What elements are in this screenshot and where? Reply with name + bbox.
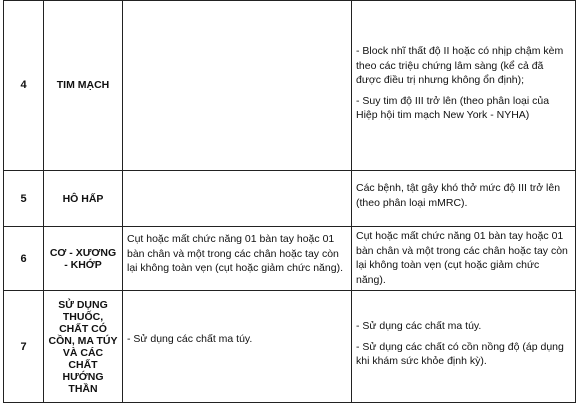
table-row-5 xyxy=(3,171,576,227)
right-criteria-cell xyxy=(351,0,576,171)
criteria-line: Cụt hoặc mất chức năng 01 bàn tay hoặc 01 bàn chân và một trong các chân hoặc tay còn lại không toàn vẹn (cụt hoặc giảm chức năng). xyxy=(356,230,568,286)
row-number-cell xyxy=(3,227,43,291)
row-name: HÔ HẤP xyxy=(62,192,104,205)
row-number-cell xyxy=(3,291,43,403)
table-row-6 xyxy=(3,227,576,291)
row-name-cell xyxy=(43,171,122,227)
criteria-line: - Sử dụng các chất có cồn nồng độ (áp dụng khi khám sức khỏe định kỳ). xyxy=(356,340,564,367)
health-criteria-table xyxy=(3,0,576,403)
right-criteria-cell xyxy=(351,227,576,291)
middle-criteria-cell xyxy=(122,227,351,291)
row-number-cell xyxy=(3,0,43,171)
criteria-line: - Sử dụng các chất ma túy. xyxy=(127,333,253,345)
row-name-cell xyxy=(43,0,122,171)
criteria-line: - Sử dụng các chất ma túy. xyxy=(356,320,482,332)
criteria-line: - Block nhĩ thất độ II hoặc có nhịp chậm kèm theo các triệu chứng lâm sàng (kể cả đã được điều trị nhưng không ổn định); xyxy=(356,45,564,86)
criteria-line: - Suy tim độ III trở lên (theo phân loại của Hiệp hội tim mạch New York - NYHA) xyxy=(356,94,550,121)
row-number: 4 xyxy=(20,79,27,91)
criteria-line: Cụt hoặc mất chức năng 01 bàn tay hoặc 01 bàn chân và một trong các chân hoặc tay còn lại không toàn vẹn (cụt hoặc giảm chức năng). xyxy=(127,233,343,274)
middle-criteria-cell xyxy=(122,291,351,403)
table-row-7 xyxy=(3,291,576,403)
middle-cell-empty xyxy=(122,171,351,227)
table-row-4 xyxy=(3,0,576,171)
right-criteria-cell xyxy=(351,291,576,403)
middle-cell-empty xyxy=(122,0,351,171)
row-number: 6 xyxy=(20,252,27,265)
row-name-cell xyxy=(43,227,122,291)
right-criteria-cell xyxy=(351,171,576,227)
row-name: TIM MẠCH xyxy=(56,79,110,91)
row-name-cell xyxy=(43,291,122,403)
row-number: 7 xyxy=(20,340,27,353)
row-number-cell xyxy=(3,171,43,227)
row-name: CƠ - XƯƠNG - KHỚP xyxy=(49,246,117,271)
row-number: 5 xyxy=(20,192,27,205)
criteria-line: Các bệnh, tật gây khó thở mức độ III trở lên (theo phân loại mMRC). xyxy=(356,182,561,209)
row-name: SỬ DỤNG THUỐC, CHẤT CÓ CỒN, MA TÚY VÀ CÁC CHẤT HƯỚNG THẦN xyxy=(48,298,118,395)
